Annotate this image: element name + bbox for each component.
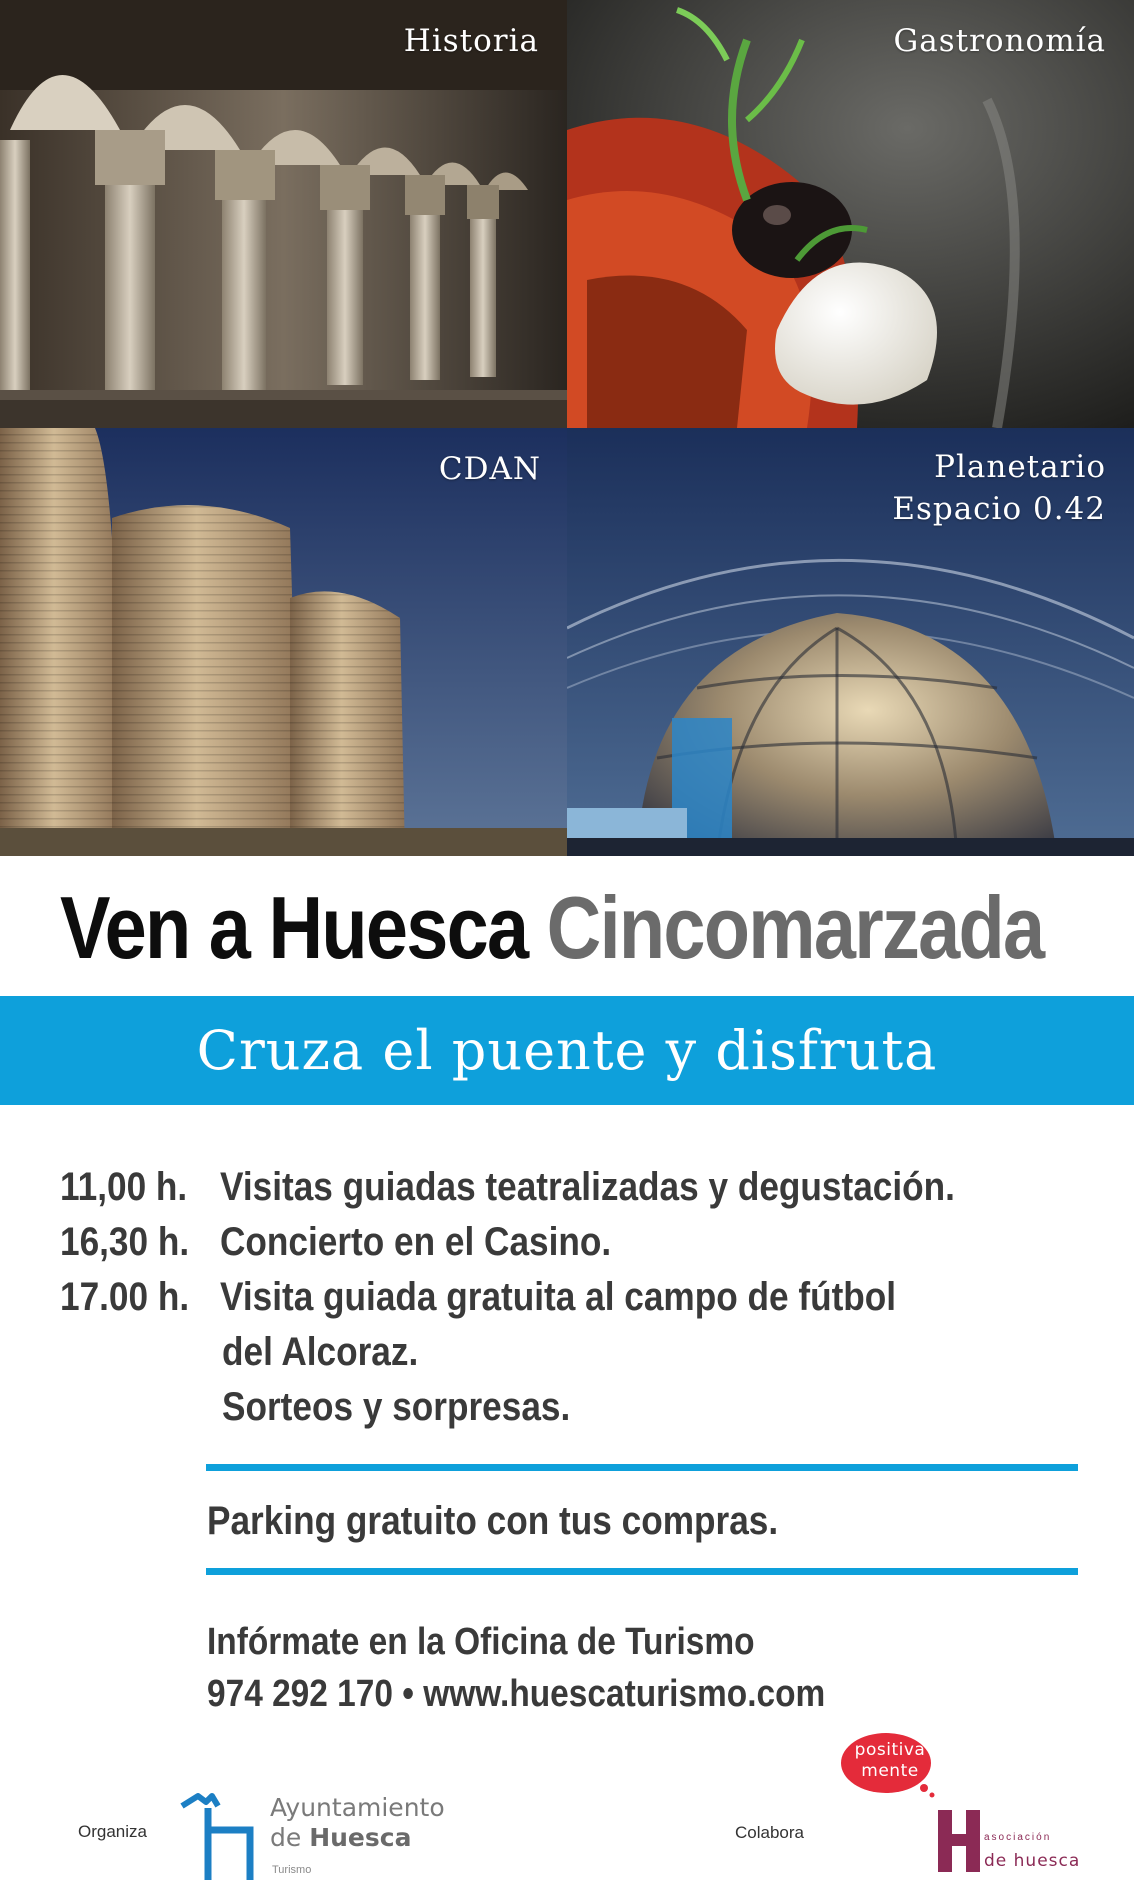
ayuntamiento-prefix: de xyxy=(270,1823,302,1852)
headline xyxy=(60,878,1044,978)
slogan-text: Cruza el puente y disfruta xyxy=(196,1019,938,1082)
photo-grid xyxy=(0,0,1134,856)
planetario-label-line1: Planetario xyxy=(934,449,1106,485)
asociacion-top: asociación xyxy=(984,1832,1052,1843)
ayuntamiento-line1: Ayuntamiento xyxy=(270,1793,445,1822)
historia-label: Historia xyxy=(403,23,539,59)
schedule-time: 17.00 h. xyxy=(60,1275,190,1319)
schedule-text: Visita guiada gratuita al campo de fútbol xyxy=(220,1275,897,1319)
schedule-text: Visitas guiadas teatralizadas y degustación. xyxy=(220,1165,955,1209)
planetario-label-line2: Espacio 0.42 xyxy=(892,491,1106,527)
divider-top xyxy=(206,1464,1078,1471)
gastronomia-label: Gastronomía xyxy=(893,23,1106,59)
headline-part2: Cincomarzada xyxy=(546,878,1044,977)
positivamente-text xyxy=(845,1740,935,1782)
colabora-label: Colabora xyxy=(735,1823,804,1842)
organiza-label: Organiza xyxy=(78,1822,147,1841)
divider-bottom xyxy=(206,1568,1078,1575)
tourism-info xyxy=(207,1616,825,1720)
schedule-continuation: Sorteos y sorpresas. xyxy=(222,1385,571,1429)
historia-photo xyxy=(0,0,567,428)
tile-historia xyxy=(0,0,567,428)
ayuntamiento-sub: Turismo xyxy=(272,1864,312,1876)
tourism-info-line1: Infórmate en la Oficina de Turismo xyxy=(207,1621,755,1663)
schedule-text: Concierto en el Casino. xyxy=(220,1220,612,1264)
headline-part1: Ven a Huesca xyxy=(60,878,528,977)
ayuntamiento-name xyxy=(270,1793,445,1853)
tile-label-cdan xyxy=(439,448,541,490)
tile-gastronomia xyxy=(567,0,1134,428)
tile-planetario xyxy=(567,428,1134,856)
tile-label-planetario xyxy=(892,446,1106,530)
schedule-time: 16,30 h. xyxy=(60,1220,190,1264)
slogan-band xyxy=(0,996,1134,1105)
parking-note: Parking gratuito con tus compras. xyxy=(207,1499,779,1543)
tile-label-gastronomia xyxy=(893,20,1106,62)
positivamente-line2: mente xyxy=(861,1761,919,1781)
tourism-contact[interactable]: 974 292 170 • www.huescaturismo.com xyxy=(207,1673,826,1715)
ayuntamiento-city: Huesca xyxy=(309,1823,412,1852)
tile-label-historia xyxy=(404,20,539,62)
asociacion-bottom: de huesca xyxy=(984,1851,1081,1871)
gastronomia-photo xyxy=(567,0,1134,428)
ayuntamiento-line2 xyxy=(270,1823,445,1853)
schedule-continuation: del Alcoraz. xyxy=(222,1330,419,1374)
cdan-label: CDAN xyxy=(438,451,541,487)
tile-cdan xyxy=(0,428,567,856)
positivamente-line1: positiva xyxy=(854,1740,926,1760)
schedule-time: 11,00 h. xyxy=(60,1165,188,1209)
cdan-photo xyxy=(0,428,567,856)
